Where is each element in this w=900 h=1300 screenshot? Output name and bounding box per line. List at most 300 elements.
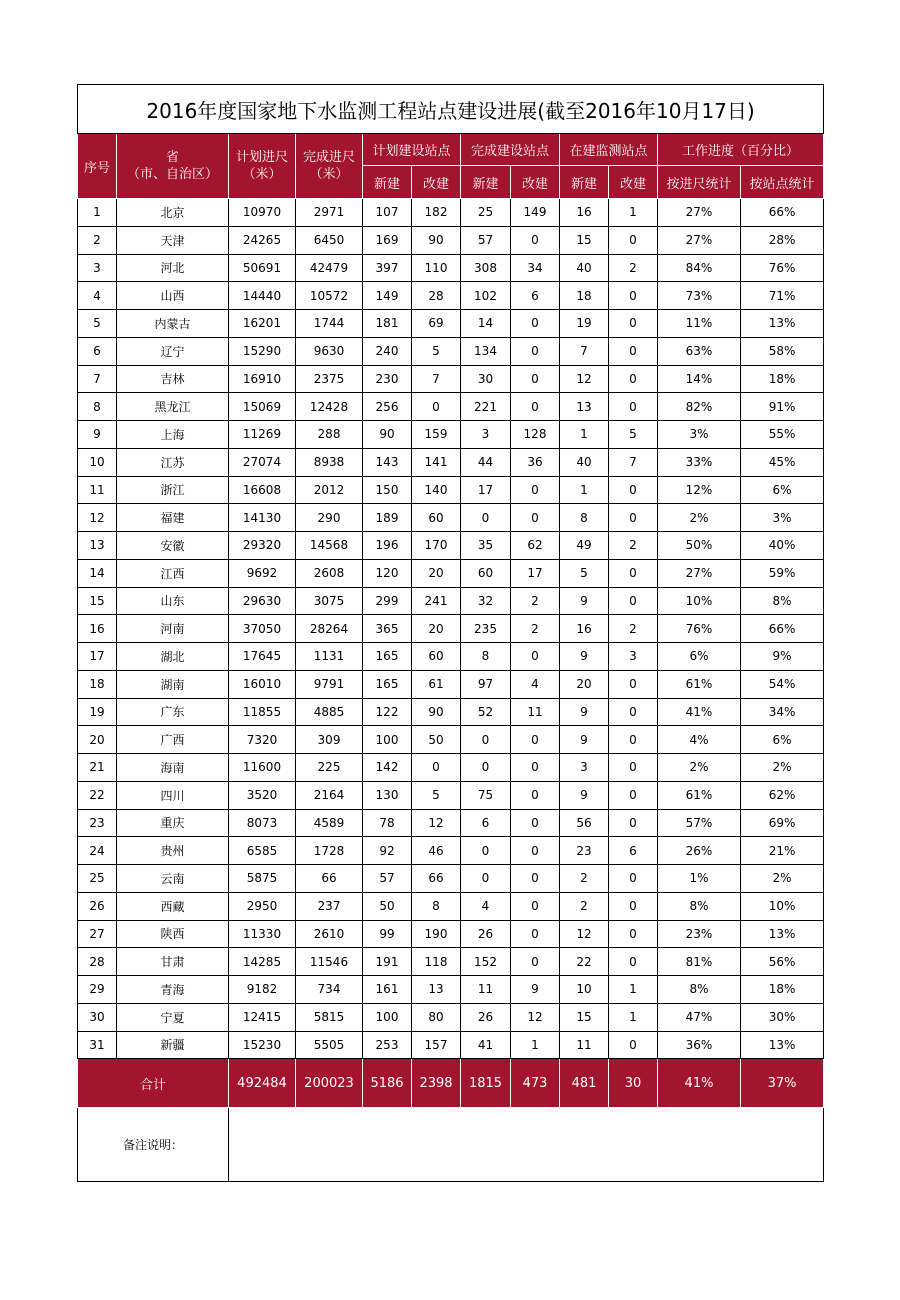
- cell-by-sites: 13%: [741, 310, 824, 338]
- cell-by-footage: 84%: [658, 254, 741, 282]
- cell-done-rebuild: 11: [511, 698, 560, 726]
- cell-done-rebuild: 0: [511, 892, 560, 920]
- cell-planned-rebuild: 157: [412, 1031, 461, 1059]
- cell-done-footage: 12428: [296, 393, 363, 421]
- cell-seq: 6: [78, 337, 117, 365]
- cell-planned-new: 149: [363, 282, 412, 310]
- cell-planned-new: 165: [363, 643, 412, 671]
- cell-by-sites: 58%: [741, 337, 824, 365]
- cell-by-sites: 21%: [741, 837, 824, 865]
- cell-done-footage: 1131: [296, 643, 363, 671]
- cell-planned-rebuild: 141: [412, 448, 461, 476]
- cell-building-rebuild: 0: [609, 1031, 658, 1059]
- cell-done-rebuild: 12: [511, 1003, 560, 1031]
- cell-planned-rebuild: 90: [412, 698, 461, 726]
- cell-province: 海南: [117, 754, 229, 782]
- cell-done-rebuild: 0: [511, 781, 560, 809]
- cell-done-footage: 2012: [296, 476, 363, 504]
- table-row: [78, 532, 824, 560]
- cell-done-footage: 2608: [296, 559, 363, 587]
- cell-planned-rebuild: 13: [412, 976, 461, 1004]
- header-done-footage-line1: 完成进尺: [302, 150, 355, 165]
- cell-planned-footage: 11600: [229, 754, 296, 782]
- cell-done-rebuild: 6: [511, 282, 560, 310]
- cell-by-footage: 61%: [658, 781, 741, 809]
- header-done-footage: [296, 134, 363, 199]
- cell-building-new: 2: [560, 892, 609, 920]
- cell-planned-rebuild: 28: [412, 282, 461, 310]
- total-done-new: 1815: [461, 1059, 511, 1108]
- cell-building-new: 1: [560, 421, 609, 449]
- cell-done-rebuild: 0: [511, 310, 560, 338]
- header-building-rebuild: 改建: [609, 166, 658, 199]
- cell-building-rebuild: 0: [609, 865, 658, 893]
- cell-seq: 16: [78, 615, 117, 643]
- cell-building-rebuild: 2: [609, 615, 658, 643]
- cell-done-footage: 290: [296, 504, 363, 532]
- cell-planned-rebuild: 12: [412, 809, 461, 837]
- header-seq: 序号: [78, 134, 117, 199]
- cell-by-footage: 76%: [658, 615, 741, 643]
- table-row: [78, 226, 824, 254]
- cell-building-rebuild: 0: [609, 809, 658, 837]
- cell-planned-new: 169: [363, 226, 412, 254]
- cell-planned-footage: 5875: [229, 865, 296, 893]
- cell-done-footage: 2971: [296, 199, 363, 227]
- header-by-footage: 按进尺统计: [658, 166, 741, 199]
- progress-table: [77, 84, 824, 1182]
- cell-building-new: 5: [560, 559, 609, 587]
- cell-planned-footage: 15230: [229, 1031, 296, 1059]
- table-body: [78, 199, 824, 1059]
- cell-by-footage: 33%: [658, 448, 741, 476]
- cell-province: 广东: [117, 698, 229, 726]
- cell-by-sites: 2%: [741, 754, 824, 782]
- cell-planned-new: 299: [363, 587, 412, 615]
- cell-building-new: 7: [560, 337, 609, 365]
- cell-building-rebuild: 0: [609, 365, 658, 393]
- cell-planned-rebuild: 190: [412, 920, 461, 948]
- table-row: [78, 837, 824, 865]
- cell-planned-footage: 6585: [229, 837, 296, 865]
- cell-done-rebuild: 34: [511, 254, 560, 282]
- cell-building-new: 15: [560, 226, 609, 254]
- header-done-rebuild: 改建: [511, 166, 560, 199]
- cell-done-new: 17: [461, 476, 511, 504]
- cell-seq: 29: [78, 976, 117, 1004]
- cell-done-new: 0: [461, 837, 511, 865]
- cell-by-sites: 45%: [741, 448, 824, 476]
- cell-seq: 27: [78, 920, 117, 948]
- cell-building-new: 49: [560, 532, 609, 560]
- cell-planned-new: 191: [363, 948, 412, 976]
- cell-done-rebuild: 9: [511, 976, 560, 1004]
- cell-by-footage: 82%: [658, 393, 741, 421]
- total-by-sites: 37%: [741, 1059, 824, 1108]
- cell-done-new: 30: [461, 365, 511, 393]
- cell-by-footage: 10%: [658, 587, 741, 615]
- cell-building-rebuild: 2: [609, 254, 658, 282]
- cell-building-rebuild: 0: [609, 282, 658, 310]
- cell-province: 云南: [117, 865, 229, 893]
- cell-done-footage: 2375: [296, 365, 363, 393]
- cell-by-footage: 36%: [658, 1031, 741, 1059]
- cell-done-footage: 8938: [296, 448, 363, 476]
- cell-done-rebuild: 0: [511, 837, 560, 865]
- cell-planned-rebuild: 118: [412, 948, 461, 976]
- table-row: [78, 615, 824, 643]
- note-content: [229, 1108, 824, 1182]
- cell-by-sites: 71%: [741, 282, 824, 310]
- cell-seq: 31: [78, 1031, 117, 1059]
- cell-done-new: 26: [461, 920, 511, 948]
- cell-done-footage: 2610: [296, 920, 363, 948]
- cell-province: 浙江: [117, 476, 229, 504]
- cell-planned-rebuild: 60: [412, 504, 461, 532]
- cell-by-sites: 13%: [741, 1031, 824, 1059]
- cell-planned-rebuild: 5: [412, 781, 461, 809]
- cell-done-new: 308: [461, 254, 511, 282]
- cell-province: 河南: [117, 615, 229, 643]
- cell-seq: 12: [78, 504, 117, 532]
- cell-done-rebuild: 0: [511, 948, 560, 976]
- cell-planned-new: 165: [363, 670, 412, 698]
- cell-done-new: 44: [461, 448, 511, 476]
- table-row: [78, 643, 824, 671]
- cell-by-footage: 2%: [658, 754, 741, 782]
- cell-building-rebuild: 0: [609, 393, 658, 421]
- cell-province: 四川: [117, 781, 229, 809]
- cell-planned-rebuild: 20: [412, 615, 461, 643]
- table-row: [78, 476, 824, 504]
- cell-seq: 4: [78, 282, 117, 310]
- cell-building-rebuild: 0: [609, 698, 658, 726]
- cell-province: 新疆: [117, 1031, 229, 1059]
- cell-done-rebuild: 0: [511, 365, 560, 393]
- cell-planned-new: 107: [363, 199, 412, 227]
- cell-planned-rebuild: 90: [412, 226, 461, 254]
- cell-by-footage: 27%: [658, 559, 741, 587]
- cell-planned-new: 240: [363, 337, 412, 365]
- total-done-rebuild: 473: [511, 1059, 560, 1108]
- cell-done-rebuild: 0: [511, 393, 560, 421]
- table-row: [78, 365, 824, 393]
- cell-done-footage: 1728: [296, 837, 363, 865]
- cell-by-footage: 12%: [658, 476, 741, 504]
- total-planned-new: 5186: [363, 1059, 412, 1108]
- cell-planned-footage: 27074: [229, 448, 296, 476]
- cell-planned-footage: 16010: [229, 670, 296, 698]
- total-building-new: 481: [560, 1059, 609, 1108]
- cell-by-sites: 30%: [741, 1003, 824, 1031]
- cell-done-new: 11: [461, 976, 511, 1004]
- cell-done-rebuild: 149: [511, 199, 560, 227]
- cell-done-footage: 42479: [296, 254, 363, 282]
- cell-planned-footage: 14285: [229, 948, 296, 976]
- table-row: [78, 282, 824, 310]
- cell-done-footage: 4589: [296, 809, 363, 837]
- note-label: 备注说明：: [78, 1108, 229, 1182]
- cell-by-sites: 18%: [741, 365, 824, 393]
- table-title: 2016年度国家地下水监测工程站点建设进展(截至2016年10月17日): [78, 85, 824, 134]
- cell-province: 北京: [117, 199, 229, 227]
- note-row: [78, 1108, 824, 1182]
- cell-planned-rebuild: 8: [412, 892, 461, 920]
- cell-planned-footage: 12415: [229, 1003, 296, 1031]
- cell-province: 江西: [117, 559, 229, 587]
- cell-done-new: 4: [461, 892, 511, 920]
- total-by-footage: 41%: [658, 1059, 741, 1108]
- cell-building-rebuild: 0: [609, 504, 658, 532]
- cell-done-rebuild: 0: [511, 754, 560, 782]
- cell-by-footage: 11%: [658, 310, 741, 338]
- table-row: [78, 337, 824, 365]
- cell-done-new: 134: [461, 337, 511, 365]
- cell-done-footage: 288: [296, 421, 363, 449]
- cell-by-sites: 56%: [741, 948, 824, 976]
- cell-building-new: 20: [560, 670, 609, 698]
- cell-planned-footage: 29320: [229, 532, 296, 560]
- cell-building-new: 18: [560, 282, 609, 310]
- cell-by-sites: 62%: [741, 781, 824, 809]
- cell-province: 甘肃: [117, 948, 229, 976]
- cell-by-sites: 40%: [741, 532, 824, 560]
- cell-seq: 7: [78, 365, 117, 393]
- cell-planned-footage: 37050: [229, 615, 296, 643]
- cell-building-new: 56: [560, 809, 609, 837]
- cell-by-footage: 27%: [658, 226, 741, 254]
- cell-planned-footage: 16201: [229, 310, 296, 338]
- cell-done-new: 97: [461, 670, 511, 698]
- cell-province: 内蒙古: [117, 310, 229, 338]
- cell-building-new: 9: [560, 781, 609, 809]
- cell-by-sites: 9%: [741, 643, 824, 671]
- cell-done-new: 0: [461, 504, 511, 532]
- cell-done-new: 14: [461, 310, 511, 338]
- header-planned-footage: [229, 134, 296, 199]
- cell-planned-new: 50: [363, 892, 412, 920]
- cell-by-sites: 28%: [741, 226, 824, 254]
- cell-by-sites: 76%: [741, 254, 824, 282]
- cell-building-rebuild: 0: [609, 587, 658, 615]
- cell-planned-footage: 17645: [229, 643, 296, 671]
- cell-done-new: 32: [461, 587, 511, 615]
- cell-seq: 14: [78, 559, 117, 587]
- cell-province: 辽宁: [117, 337, 229, 365]
- cell-seq: 5: [78, 310, 117, 338]
- cell-planned-new: 99: [363, 920, 412, 948]
- total-planned-footage: 492484: [229, 1059, 296, 1108]
- cell-by-sites: 3%: [741, 504, 824, 532]
- cell-building-rebuild: 1: [609, 199, 658, 227]
- table-row: [78, 976, 824, 1004]
- cell-planned-footage: 10970: [229, 199, 296, 227]
- table-row: [78, 448, 824, 476]
- cell-done-footage: 10572: [296, 282, 363, 310]
- cell-building-rebuild: 0: [609, 726, 658, 754]
- cell-by-footage: 26%: [658, 837, 741, 865]
- cell-done-footage: 1744: [296, 310, 363, 338]
- cell-done-new: 0: [461, 754, 511, 782]
- cell-planned-new: 230: [363, 365, 412, 393]
- cell-planned-footage: 2950: [229, 892, 296, 920]
- cell-done-rebuild: 0: [511, 504, 560, 532]
- cell-done-new: 3: [461, 421, 511, 449]
- table-row: [78, 310, 824, 338]
- cell-by-sites: 54%: [741, 670, 824, 698]
- cell-province: 湖北: [117, 643, 229, 671]
- cell-building-rebuild: 0: [609, 670, 658, 698]
- cell-planned-rebuild: 80: [412, 1003, 461, 1031]
- cell-done-rebuild: 0: [511, 865, 560, 893]
- cell-done-rebuild: 2: [511, 587, 560, 615]
- cell-province: 陕西: [117, 920, 229, 948]
- cell-province: 湖南: [117, 670, 229, 698]
- cell-province: 江苏: [117, 448, 229, 476]
- cell-province: 吉林: [117, 365, 229, 393]
- cell-done-new: 0: [461, 865, 511, 893]
- cell-building-new: 2: [560, 865, 609, 893]
- cell-planned-new: 189: [363, 504, 412, 532]
- header-building-new: 新建: [560, 166, 609, 199]
- cell-province: 重庆: [117, 809, 229, 837]
- header-planned-rebuild: 改建: [412, 166, 461, 199]
- table-row: [78, 892, 824, 920]
- cell-seq: 8: [78, 393, 117, 421]
- cell-done-footage: 11546: [296, 948, 363, 976]
- cell-planned-new: 181: [363, 310, 412, 338]
- table-row: [78, 920, 824, 948]
- cell-done-new: 152: [461, 948, 511, 976]
- cell-province: 广西: [117, 726, 229, 754]
- total-planned-rebuild: 2398: [412, 1059, 461, 1108]
- cell-province: 西藏: [117, 892, 229, 920]
- cell-planned-new: 130: [363, 781, 412, 809]
- cell-building-rebuild: 0: [609, 948, 658, 976]
- cell-building-rebuild: 3: [609, 643, 658, 671]
- header-province-line1: 省: [165, 150, 179, 165]
- cell-by-sites: 69%: [741, 809, 824, 837]
- cell-done-rebuild: 0: [511, 920, 560, 948]
- header-progress: 工作进度（百分比）: [658, 134, 824, 166]
- cell-done-rebuild: 0: [511, 476, 560, 504]
- cell-seq: 17: [78, 643, 117, 671]
- cell-by-footage: 6%: [658, 643, 741, 671]
- header-planned-footage-line2: （米）: [242, 167, 282, 182]
- cell-done-rebuild: 17: [511, 559, 560, 587]
- cell-by-footage: 1%: [658, 865, 741, 893]
- cell-planned-rebuild: 20: [412, 559, 461, 587]
- total-building-rebuild: 30: [609, 1059, 658, 1108]
- cell-seq: 25: [78, 865, 117, 893]
- cell-done-footage: 28264: [296, 615, 363, 643]
- cell-by-footage: 61%: [658, 670, 741, 698]
- cell-building-new: 1: [560, 476, 609, 504]
- cell-building-new: 3: [560, 754, 609, 782]
- cell-by-sites: 6%: [741, 726, 824, 754]
- cell-building-rebuild: 6: [609, 837, 658, 865]
- cell-done-rebuild: 0: [511, 809, 560, 837]
- cell-province: 河北: [117, 254, 229, 282]
- cell-done-new: 75: [461, 781, 511, 809]
- cell-building-rebuild: 0: [609, 892, 658, 920]
- cell-building-new: 8: [560, 504, 609, 532]
- cell-by-sites: 18%: [741, 976, 824, 1004]
- cell-planned-new: 365: [363, 615, 412, 643]
- cell-planned-rebuild: 241: [412, 587, 461, 615]
- table-row: [78, 781, 824, 809]
- cell-done-new: 221: [461, 393, 511, 421]
- cell-planned-new: 78: [363, 809, 412, 837]
- cell-building-new: 40: [560, 448, 609, 476]
- cell-building-new: 13: [560, 393, 609, 421]
- table-row: [78, 865, 824, 893]
- table-row: [78, 199, 824, 227]
- cell-planned-rebuild: 5: [412, 337, 461, 365]
- cell-done-new: 57: [461, 226, 511, 254]
- cell-seq: 22: [78, 781, 117, 809]
- cell-building-new: 16: [560, 615, 609, 643]
- cell-done-new: 35: [461, 532, 511, 560]
- cell-seq: 26: [78, 892, 117, 920]
- cell-planned-footage: 14130: [229, 504, 296, 532]
- cell-planned-footage: 9692: [229, 559, 296, 587]
- cell-building-new: 19: [560, 310, 609, 338]
- cell-building-rebuild: 0: [609, 226, 658, 254]
- cell-by-sites: 13%: [741, 920, 824, 948]
- cell-planned-footage: 24265: [229, 226, 296, 254]
- cell-done-new: 0: [461, 726, 511, 754]
- table-row: [78, 1003, 824, 1031]
- table-row: [78, 948, 824, 976]
- cell-seq: 13: [78, 532, 117, 560]
- cell-seq: 9: [78, 421, 117, 449]
- cell-seq: 1: [78, 199, 117, 227]
- table-row: [78, 421, 824, 449]
- cell-done-footage: 3075: [296, 587, 363, 615]
- cell-building-rebuild: 0: [609, 781, 658, 809]
- cell-by-footage: 47%: [658, 1003, 741, 1031]
- table-row: [78, 726, 824, 754]
- cell-planned-new: 100: [363, 726, 412, 754]
- cell-seq: 30: [78, 1003, 117, 1031]
- cell-building-new: 9: [560, 698, 609, 726]
- table-row: [78, 254, 824, 282]
- cell-planned-rebuild: 140: [412, 476, 461, 504]
- cell-done-new: 8: [461, 643, 511, 671]
- cell-province: 山东: [117, 587, 229, 615]
- cell-building-rebuild: 1: [609, 1003, 658, 1031]
- cell-by-footage: 3%: [658, 421, 741, 449]
- cell-planned-footage: 9182: [229, 976, 296, 1004]
- cell-planned-new: 143: [363, 448, 412, 476]
- cell-planned-footage: 14440: [229, 282, 296, 310]
- cell-by-sites: 55%: [741, 421, 824, 449]
- cell-building-new: 23: [560, 837, 609, 865]
- cell-by-footage: 23%: [658, 920, 741, 948]
- cell-by-footage: 41%: [658, 698, 741, 726]
- cell-planned-footage: 50691: [229, 254, 296, 282]
- cell-done-new: 26: [461, 1003, 511, 1031]
- cell-done-footage: 4885: [296, 698, 363, 726]
- cell-done-rebuild: 0: [511, 643, 560, 671]
- cell-planned-new: 90: [363, 421, 412, 449]
- cell-by-sites: 10%: [741, 892, 824, 920]
- cell-planned-new: 122: [363, 698, 412, 726]
- cell-building-rebuild: 0: [609, 754, 658, 782]
- cell-province: 天津: [117, 226, 229, 254]
- cell-done-new: 52: [461, 698, 511, 726]
